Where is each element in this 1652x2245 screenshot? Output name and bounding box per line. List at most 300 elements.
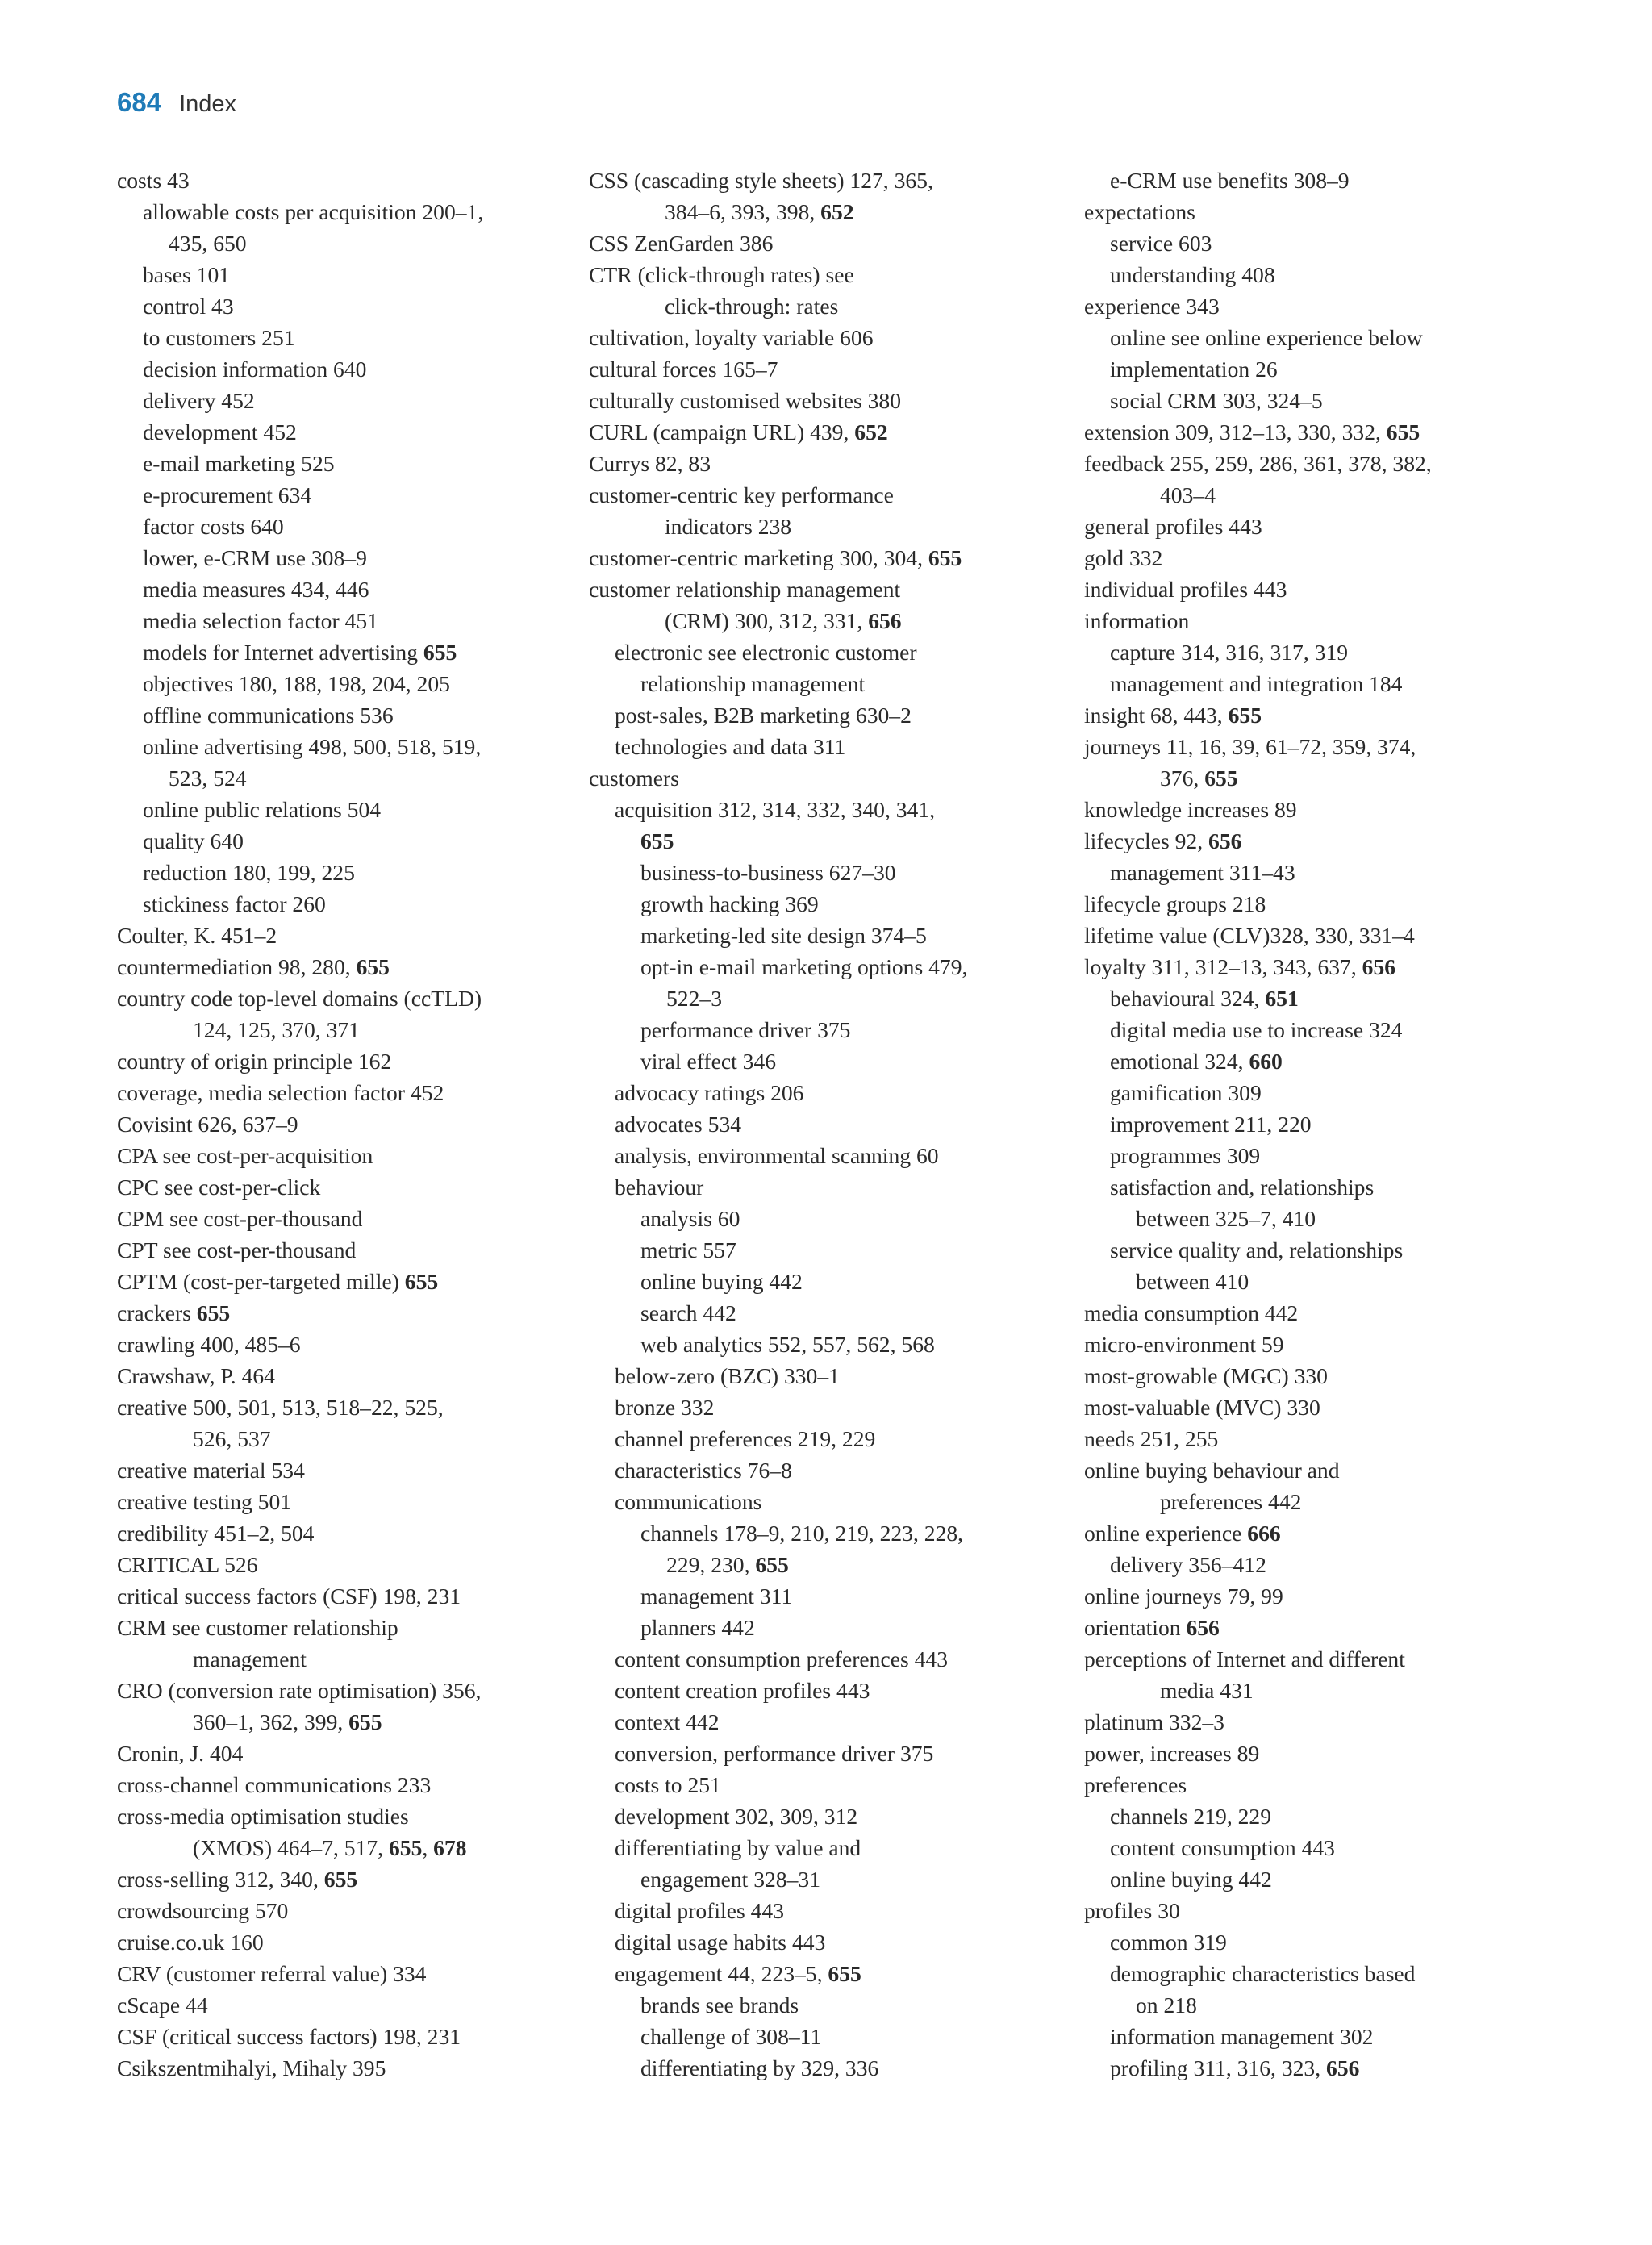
index-page-ref-bold: 656 [868, 608, 902, 633]
index-text: management and integration 184 [1110, 671, 1403, 696]
index-text: gold 332 [1084, 545, 1163, 570]
index-entry [589, 1895, 1073, 1926]
index-text: allowable costs per acquisition 200–1, [143, 199, 484, 224]
index-entry [1084, 636, 1584, 668]
index-text: lifetime value (CLV)328, 330, 331–4 [1084, 923, 1415, 948]
index-entry [1084, 1549, 1584, 1580]
index-text: between 325–7, 410 [1136, 1206, 1316, 1231]
index-entry [589, 1706, 1073, 1738]
index-text: loyalty 311, 312–13, 343, 637, [1084, 954, 1362, 979]
index-page-ref-bold: 678 [433, 1835, 467, 1860]
index-text: customer relationship management [589, 577, 901, 602]
index-text: CRITICAL 526 [117, 1552, 258, 1577]
index-entry [1084, 1454, 1584, 1486]
index-page-ref-bold: 655 [828, 1961, 861, 1986]
index-entry [1084, 196, 1584, 227]
index-text: culturally customised websites 380 [589, 388, 902, 413]
index-entry [589, 731, 1073, 762]
index-entry [1084, 165, 1584, 196]
index-text: customers [589, 766, 679, 791]
index-entry [589, 259, 1073, 290]
index-entry [1084, 1329, 1584, 1360]
index-text: programmes 309 [1110, 1143, 1261, 1168]
index-page-ref-bold: 660 [1249, 1049, 1283, 1074]
index-text: web analytics 552, 557, 562, 568 [640, 1332, 935, 1357]
index-entry [589, 165, 1073, 196]
index-text: costs to 251 [615, 1772, 721, 1797]
index-text: lifecycles 92, [1084, 828, 1209, 853]
index-text: quality 640 [143, 828, 244, 853]
index-entry [589, 1643, 1073, 1675]
index-entry [1084, 2021, 1584, 2052]
index-entry [117, 448, 585, 479]
index-entry [117, 1549, 585, 1580]
index-page-ref-bold: 656 [1186, 1615, 1220, 1640]
index-text: credibility 451–2, 504 [117, 1521, 315, 1546]
index-text: coverage, media selection factor 452 [117, 1080, 444, 1105]
index-text: context 442 [615, 1709, 720, 1734]
index-entry [1084, 1580, 1584, 1612]
index-entry [1084, 1171, 1584, 1203]
index-entry [589, 1612, 1073, 1643]
index-page-ref-bold: 655 [640, 828, 674, 853]
index-entry [589, 2021, 1073, 2052]
index-entry [117, 1045, 585, 1077]
index-text: lower, e-CRM use 308–9 [143, 545, 367, 570]
index-entry [589, 857, 1073, 888]
index-entry [1084, 1392, 1584, 1423]
index-entry [117, 1612, 585, 1643]
running-header [117, 87, 236, 136]
index-entry-continuation [589, 196, 1073, 227]
index-entry-continuation [589, 1863, 1073, 1895]
index-entry [1084, 1769, 1584, 1801]
index-text: analysis, environmental scanning 60 [615, 1143, 939, 1168]
index-text: service 603 [1110, 231, 1212, 256]
index-text: critical success factors (CSF) 198, 231 [117, 1584, 461, 1609]
index-text: between 410 [1136, 1269, 1249, 1294]
index-entry [1084, 731, 1584, 762]
index-text: Coulter, K. 451–2 [117, 923, 277, 948]
index-entry [589, 1360, 1073, 1392]
index-entry [589, 1014, 1073, 1045]
index-text: objectives 180, 188, 198, 204, 205 [143, 671, 450, 696]
index-entry [117, 1958, 585, 1989]
index-entry [1084, 1045, 1584, 1077]
index-entry-continuation [589, 290, 1073, 322]
index-entry [117, 259, 585, 290]
index-text: Csikszentmihalyi, Mihaly 395 [117, 2055, 386, 2080]
index-text: costs 43 [117, 168, 190, 193]
index-text: online see online experience below [1110, 325, 1423, 350]
index-text: CURL (campaign URL) 439, [589, 419, 855, 444]
index-entry [589, 1140, 1073, 1171]
index-entry [1084, 857, 1584, 888]
index-entry [589, 1832, 1073, 1863]
index-entry [117, 636, 585, 668]
index-text: perceptions of Internet and different [1084, 1646, 1405, 1671]
index-entry [117, 951, 585, 983]
index-text: search 442 [640, 1300, 736, 1325]
index-entry [1084, 920, 1584, 951]
index-text: (CRM) 300, 312, 331, [665, 608, 869, 633]
index-text: feedback 255, 259, 286, 361, 378, 382, [1084, 451, 1432, 476]
index-text: social CRM 303, 324–5 [1110, 388, 1323, 413]
index-text: common 319 [1110, 1930, 1227, 1955]
index-text: Cronin, J. 404 [117, 1741, 244, 1766]
index-text: 522–3 [666, 986, 722, 1011]
index-entry [1084, 1643, 1584, 1675]
index-entry [117, 1392, 585, 1423]
index-entry [589, 1234, 1073, 1266]
index-entry [117, 542, 585, 574]
index-entry [1084, 1108, 1584, 1140]
index-text: conversion, performance driver 375 [615, 1741, 934, 1766]
index-page-ref-bold: 652 [820, 199, 854, 224]
index-entry [1084, 574, 1584, 605]
index-text: planners 442 [640, 1615, 755, 1640]
index-text: cross-channel communications 233 [117, 1772, 432, 1797]
index-entry [1084, 1706, 1584, 1738]
index-text: CRV (customer referral value) 334 [117, 1961, 427, 1986]
index-entry [1084, 1612, 1584, 1643]
index-text: digital profiles 443 [615, 1898, 784, 1923]
index-entry [1084, 290, 1584, 322]
index-text: Crawshaw, P. 464 [117, 1363, 275, 1388]
index-text: cultivation, loyalty variable 606 [589, 325, 874, 350]
index-text: preferences 442 [1160, 1489, 1302, 1514]
index-entry [589, 1801, 1073, 1832]
index-text: online buying 442 [640, 1269, 803, 1294]
index-text: electronic see electronic customer [615, 640, 917, 665]
index-text: e-procurement 634 [143, 482, 312, 507]
index-text: profiles 30 [1084, 1898, 1180, 1923]
index-entry-continuation [1084, 479, 1584, 511]
index-text: journeys 11, 16, 39, 61–72, 359, 374, [1084, 734, 1416, 759]
index-text: information management 302 [1110, 2024, 1374, 2049]
index-entry-continuation [117, 1706, 585, 1738]
index-entry [589, 699, 1073, 731]
index-text: satisfaction and, relationships [1110, 1175, 1375, 1200]
index-entry [589, 1486, 1073, 1517]
index-entry-continuation [117, 1832, 585, 1863]
index-entry [1084, 1926, 1584, 1958]
index-text: growth hacking 369 [640, 891, 819, 916]
index-entry [589, 762, 1073, 794]
index-column-1 [117, 165, 585, 2084]
index-entry-continuation [117, 227, 585, 259]
index-entry-continuation [117, 762, 585, 794]
index-text: engagement 44, 223–5, [615, 1961, 828, 1986]
index-page-ref-bold: 655 [1386, 419, 1420, 444]
index-text: cruise.co.uk 160 [117, 1930, 264, 1955]
index-entry [589, 1045, 1073, 1077]
index-entry-continuation [117, 1014, 585, 1045]
index-text: lifecycle groups 218 [1084, 891, 1266, 916]
index-entry [1084, 353, 1584, 385]
index-text: decision information 640 [143, 357, 367, 382]
index-text: emotional 324, [1110, 1049, 1249, 1074]
index-page-ref-bold: 655 [356, 954, 390, 979]
index-text: gamification 309 [1110, 1080, 1262, 1105]
index-entry [117, 165, 585, 196]
index-text: media selection factor 451 [143, 608, 378, 633]
index-entry [117, 1517, 585, 1549]
index-text: delivery 356–412 [1110, 1552, 1266, 1577]
index-page-ref-bold: 655 [755, 1552, 789, 1577]
index-page-ref-bold: 655 [1204, 766, 1238, 791]
index-entry [117, 416, 585, 448]
index-text: challenge of 308–11 [640, 2024, 822, 2049]
index-text: content creation profiles 443 [615, 1678, 870, 1703]
index-text: , [422, 1835, 434, 1860]
index-text: analysis 60 [640, 1206, 740, 1231]
index-page-ref-bold: 655 [1228, 703, 1262, 728]
index-entry [589, 574, 1073, 605]
index-text: 124, 125, 370, 371 [193, 1017, 360, 1042]
index-text: media measures 434, 446 [143, 577, 369, 602]
index-text: media 431 [1160, 1678, 1254, 1703]
index-text: knowledge increases 89 [1084, 797, 1297, 822]
index-text: country of origin principle 162 [117, 1049, 392, 1074]
index-text: development 302, 309, 312 [615, 1804, 858, 1829]
index-column-3 [1084, 165, 1584, 2084]
index-entry [117, 699, 585, 731]
index-text: CPM see cost-per-thousand [117, 1206, 363, 1231]
index-entry [1084, 794, 1584, 825]
index-entry [589, 2052, 1073, 2084]
index-entry [1084, 2052, 1584, 2084]
index-entry [1084, 1297, 1584, 1329]
index-entry-continuation [1084, 1486, 1584, 1517]
index-text: CRM see customer relationship [117, 1615, 398, 1640]
index-entry [589, 542, 1073, 574]
index-entry [589, 416, 1073, 448]
index-entry [1084, 416, 1584, 448]
index-page-ref-bold: 655 [348, 1709, 382, 1734]
index-entry [1084, 511, 1584, 542]
index-entry [117, 1989, 585, 2021]
index-text: 376, [1160, 766, 1205, 791]
index-entry-continuation [589, 605, 1073, 636]
index-text: opt-in e-mail marketing options 479, [640, 954, 968, 979]
index-text: countermediation 98, 280, [117, 954, 357, 979]
index-entry [589, 1171, 1073, 1203]
index-text: expectations [1084, 199, 1195, 224]
index-text: online experience [1084, 1521, 1248, 1546]
index-entry [117, 1454, 585, 1486]
index-text: insight 68, 443, [1084, 703, 1229, 728]
index-page-ref-bold: 652 [854, 419, 888, 444]
index-entry [117, 731, 585, 762]
index-text: 435, 650 [169, 231, 247, 256]
index-entry [589, 1580, 1073, 1612]
index-text: understanding 408 [1110, 262, 1275, 287]
index-text: capture 314, 316, 317, 319 [1110, 640, 1349, 665]
index-text: most-valuable (MVC) 330 [1084, 1395, 1320, 1420]
index-entry [117, 1297, 585, 1329]
index-entry [117, 888, 585, 920]
index-text: bases 101 [143, 262, 231, 287]
index-text: advocates 534 [615, 1112, 742, 1137]
index-entry [1084, 1863, 1584, 1895]
index-entry [117, 1769, 585, 1801]
index-entry [589, 1738, 1073, 1769]
index-entry [1084, 1234, 1584, 1266]
index-text: micro-environment 59 [1084, 1332, 1284, 1357]
index-entry-continuation [589, 668, 1073, 699]
index-text: 403–4 [1160, 482, 1216, 507]
index-text: cScape 44 [117, 1993, 208, 2018]
index-entry [1084, 322, 1584, 353]
index-entry [117, 794, 585, 825]
index-entry [117, 1738, 585, 1769]
index-entry [589, 1329, 1073, 1360]
index-page-ref-bold: 655 [423, 640, 457, 665]
index-text: crowdsourcing 570 [117, 1898, 289, 1923]
index-text: CRO (conversion rate optimisation) 356, [117, 1678, 482, 1703]
index-text: relationship management [640, 671, 866, 696]
index-entry [117, 2052, 585, 2084]
index-entry [117, 1895, 585, 1926]
index-text: creative testing 501 [117, 1489, 292, 1514]
index-entry [589, 322, 1073, 353]
index-page-ref-bold: 655 [388, 1835, 423, 1860]
index-page-ref-bold: 655 [404, 1269, 439, 1294]
index-entry-continuation [589, 1549, 1073, 1580]
index-entry [117, 1329, 585, 1360]
index-entry [1084, 1801, 1584, 1832]
index-entry-continuation [1084, 1675, 1584, 1706]
index-text: offline communications 536 [143, 703, 394, 728]
index-text: individual profiles 443 [1084, 577, 1287, 602]
index-entry [117, 605, 585, 636]
index-entry [117, 1486, 585, 1517]
index-entry [1084, 1140, 1584, 1171]
index-entry [117, 353, 585, 385]
index-entry-continuation [117, 1643, 585, 1675]
index-text: content consumption preferences 443 [615, 1646, 949, 1671]
index-text: e-CRM use benefits 308–9 [1110, 168, 1350, 193]
index-page-ref-bold: 655 [196, 1300, 231, 1325]
index-text: (XMOS) 464–7, 517, [193, 1835, 389, 1860]
index-text: indicators 238 [665, 514, 792, 539]
index-entry [589, 448, 1073, 479]
index-page-ref-bold: 656 [1208, 828, 1242, 853]
index-text: metric 557 [640, 1237, 736, 1262]
index-text: customer-centric key performance [589, 482, 894, 507]
index-entry [589, 353, 1073, 385]
index-entry-continuation [589, 825, 1073, 857]
index-text: country code top-level domains (ccTLD) [117, 986, 482, 1011]
index-text: channels 178–9, 210, 219, 223, 228, [640, 1521, 964, 1546]
index-entry [1084, 1360, 1584, 1392]
index-text: bronze 332 [615, 1395, 715, 1420]
index-text: experience 343 [1084, 294, 1220, 319]
index-entry [117, 1266, 585, 1297]
index-entry [589, 1423, 1073, 1454]
index-entry [117, 2021, 585, 2052]
index-entry [589, 888, 1073, 920]
index-entry [589, 951, 1073, 983]
index-text: marketing-led site design 374–5 [640, 923, 927, 948]
index-text: service quality and, relationships [1110, 1237, 1404, 1262]
index-text: online public relations 504 [143, 797, 382, 822]
index-entry-continuation [1084, 1203, 1584, 1234]
index-text: customer-centric marketing 300, 304, [589, 545, 928, 570]
index-entry [1084, 1832, 1584, 1863]
index-text: content consumption 443 [1110, 1835, 1335, 1860]
index-text: Currys 82, 83 [589, 451, 711, 476]
index-text: cultural forces 165–7 [589, 357, 778, 382]
index-entry [589, 1958, 1073, 1989]
index-entry-continuation [1084, 1989, 1584, 2021]
index-text: models for Internet advertising [143, 640, 423, 665]
index-text: needs 251, 255 [1084, 1426, 1219, 1451]
index-text: digital media use to increase 324 [1110, 1017, 1403, 1042]
index-text: CPC see cost-per-click [117, 1175, 321, 1200]
index-entry [117, 1171, 585, 1203]
index-text: demographic characteristics based [1110, 1961, 1416, 1986]
index-text: engagement 328–31 [640, 1867, 820, 1892]
index-text: creative 500, 501, 513, 518–22, 525, [117, 1395, 444, 1420]
index-entry [1084, 1423, 1584, 1454]
index-entry-continuation [117, 1423, 585, 1454]
index-column-2 [589, 165, 1073, 2084]
index-entry [1084, 1895, 1584, 1926]
index-page-ref-bold: 656 [1326, 2055, 1360, 2080]
index-entry [1084, 668, 1584, 699]
index-entry [589, 636, 1073, 668]
index-text: CPA see cost-per-acquisition [117, 1143, 373, 1168]
index-entry [117, 1360, 585, 1392]
index-text: information [1084, 608, 1190, 633]
index-text: 360–1, 362, 399, [193, 1709, 349, 1734]
index-entry [589, 920, 1073, 951]
index-text: delivery 452 [143, 388, 255, 413]
index-text: on 218 [1136, 1993, 1197, 2018]
index-entry [589, 1675, 1073, 1706]
index-page-ref-bold: 651 [1265, 986, 1299, 1011]
index-entry [117, 385, 585, 416]
index-entry [1084, 385, 1584, 416]
index-entry [1084, 259, 1584, 290]
index-text: general profiles 443 [1084, 514, 1262, 539]
index-text: online buying 442 [1110, 1867, 1272, 1892]
index-entry [1084, 888, 1584, 920]
index-text: digital usage habits 443 [615, 1930, 826, 1955]
index-text: online buying behaviour and [1084, 1458, 1340, 1483]
index-entry [117, 1140, 585, 1171]
index-entry [1084, 448, 1584, 479]
index-text: cross-media optimisation studies [117, 1804, 409, 1829]
index-entry [589, 794, 1073, 825]
index-text: channels 219, 229 [1110, 1804, 1272, 1829]
index-text: 384–6, 393, 398, [665, 199, 821, 224]
index-text: acquisition 312, 314, 332, 340, 341, [615, 797, 936, 822]
index-entry [117, 920, 585, 951]
index-text: improvement 211, 220 [1110, 1112, 1312, 1137]
index-text: 523, 524 [169, 766, 247, 791]
index-text: creative material 534 [117, 1458, 305, 1483]
index-entry [1084, 605, 1584, 636]
index-entry [1084, 699, 1584, 731]
index-text: media consumption 442 [1084, 1300, 1299, 1325]
index-entry [589, 1769, 1073, 1801]
index-entry [117, 1234, 585, 1266]
index-entry [117, 574, 585, 605]
index-text: channel preferences 219, 229 [615, 1426, 876, 1451]
